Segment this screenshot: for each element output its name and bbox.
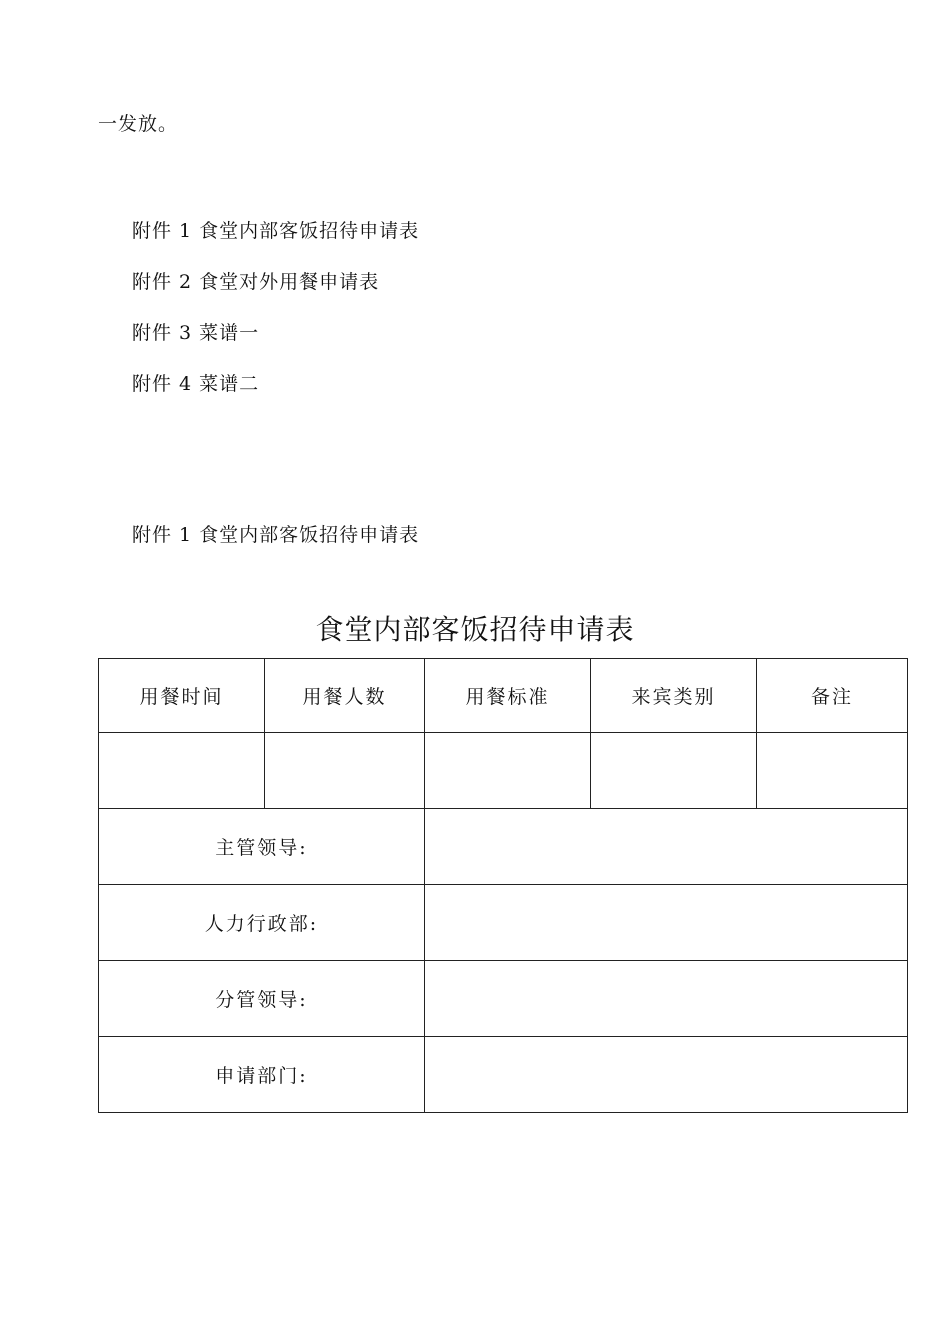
signature-value-cell[interactable] — [425, 885, 908, 961]
table-row — [99, 809, 908, 885]
attachment-item: 附件 2 食堂对外用餐申请表 — [132, 271, 380, 293]
column-header: 备注 — [757, 659, 908, 733]
attachment-item: 附件 3 菜谱一 — [132, 322, 260, 344]
table-row — [99, 961, 908, 1037]
signature-label: 人力行政部: — [99, 885, 425, 961]
signature-value-cell[interactable] — [425, 961, 908, 1037]
signature-label: 申请部门: — [99, 1037, 425, 1113]
continuation-text: 一发放。 — [98, 113, 179, 135]
table-header-row — [99, 659, 908, 733]
guest-category-cell[interactable] — [591, 733, 757, 809]
meal-time-cell[interactable] — [99, 733, 265, 809]
signature-value-cell[interactable] — [425, 1037, 908, 1113]
section-heading: 附件 1 食堂内部客饭招待申请表 — [132, 524, 420, 546]
guest-count-cell[interactable] — [265, 733, 425, 809]
application-form-table — [98, 658, 908, 1113]
signature-value-cell[interactable] — [425, 809, 908, 885]
column-header: 用餐人数 — [265, 659, 425, 733]
attachment-item: 附件 1 食堂内部客饭招待申请表 — [132, 220, 420, 242]
attachment-item: 附件 4 菜谱二 — [132, 373, 260, 395]
table-row — [99, 1037, 908, 1113]
column-header: 用餐标准 — [425, 659, 591, 733]
column-header: 用餐时间 — [99, 659, 265, 733]
table-row — [99, 885, 908, 961]
table-row — [99, 733, 908, 809]
signature-label: 主管领导: — [99, 809, 425, 885]
signature-label: 分管领导: — [99, 961, 425, 1037]
form-title: 食堂内部客饭招待申请表 — [315, 613, 635, 646]
meal-standard-cell[interactable] — [425, 733, 591, 809]
column-header: 来宾类别 — [591, 659, 757, 733]
remarks-cell[interactable] — [757, 733, 908, 809]
